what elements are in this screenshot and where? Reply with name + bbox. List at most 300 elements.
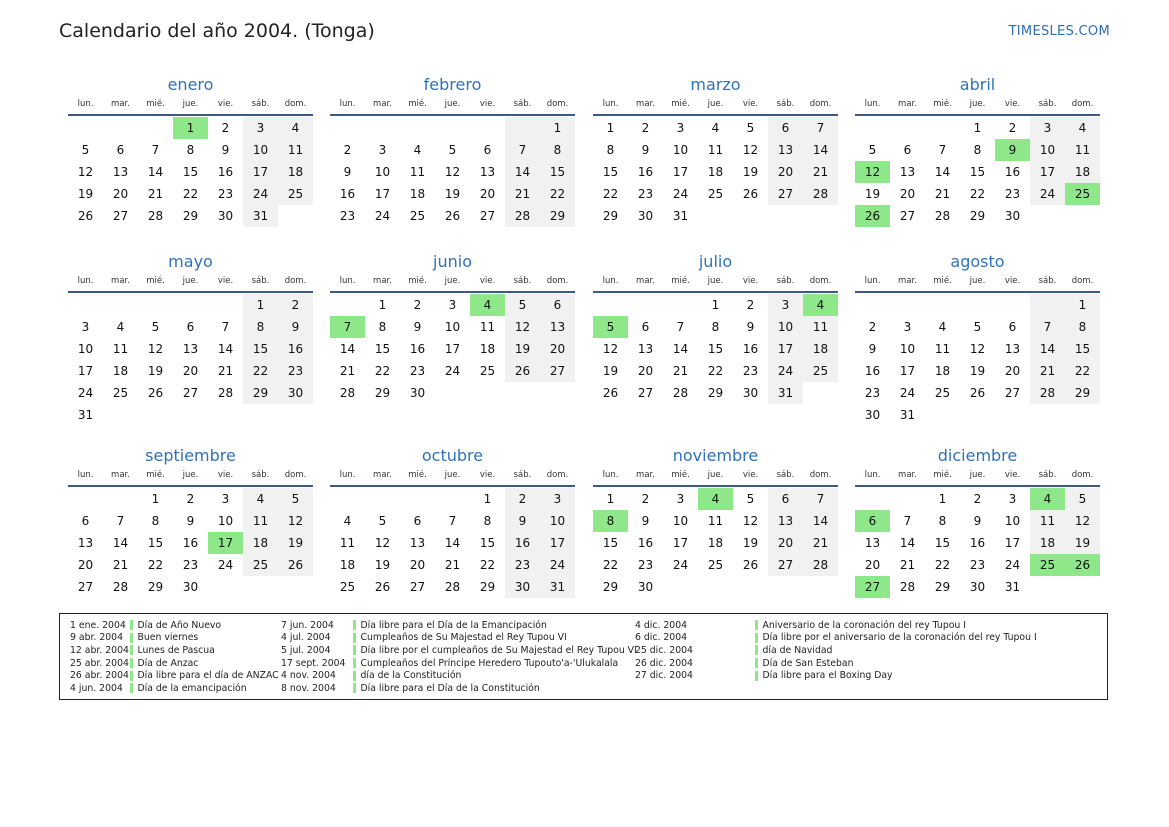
- holiday-name: día de Navidad: [762, 644, 833, 656]
- legend-row: [281, 669, 637, 682]
- day-cell: 22: [147, 558, 164, 572]
- day-cell: 14: [899, 536, 916, 550]
- empty-cell: [505, 382, 540, 404]
- day-cell: 5: [378, 514, 387, 528]
- weekday-label: dom.: [284, 99, 307, 109]
- day-cell: 13: [768, 139, 803, 161]
- day-cell: 18: [803, 338, 838, 360]
- empty-cell: [540, 382, 575, 404]
- month-mayo: [68, 251, 313, 426]
- month-enero: [68, 74, 313, 227]
- day-cell: 1: [483, 492, 492, 506]
- day-cell: 25: [1030, 554, 1065, 576]
- day-cell: 30: [182, 580, 199, 594]
- empty-cell: [330, 488, 365, 510]
- day-cell: 3: [676, 492, 685, 506]
- holiday-marker: [353, 671, 356, 681]
- empty-cell: [593, 294, 628, 316]
- day-cell: 13: [1004, 342, 1021, 356]
- weekday-label: lun.: [339, 276, 356, 286]
- weekday-header: [593, 96, 838, 112]
- day-cell: 9: [505, 510, 540, 532]
- day-cell: 2: [505, 488, 540, 510]
- empty-cell: [890, 294, 925, 316]
- weekday-label: mar.: [636, 276, 655, 286]
- weekday-label: lun.: [77, 276, 94, 286]
- day-cell: 2: [868, 320, 877, 334]
- weekday-label: jue.: [444, 276, 461, 286]
- day-cell: 15: [1065, 338, 1100, 360]
- weekday-label: sáb.: [776, 99, 795, 109]
- day-cell: 19: [602, 364, 619, 378]
- day-cell: 31: [540, 576, 575, 598]
- weekday-header: [68, 96, 313, 112]
- weekday-label: jue.: [969, 470, 986, 480]
- empty-cell: [138, 294, 173, 316]
- day-cell: 21: [505, 183, 540, 205]
- empty-cell: [173, 404, 208, 426]
- day-cell: 9: [995, 139, 1030, 161]
- day-cell: 25: [934, 386, 951, 400]
- day-cell: 4: [413, 143, 422, 157]
- empty-cell: [68, 117, 103, 139]
- day-cell: 4: [698, 488, 733, 510]
- month-name: septiembre: [145, 446, 236, 465]
- weekday-label: mié.: [408, 99, 427, 109]
- day-cell: 14: [505, 161, 540, 183]
- day-cell: 8: [973, 143, 982, 157]
- day-cell: 1: [711, 298, 720, 312]
- day-cell: 9: [413, 320, 422, 334]
- day-cell: 13: [637, 342, 654, 356]
- day-cell: 16: [742, 342, 759, 356]
- empty-cell: [278, 576, 313, 598]
- day-cell: 24: [374, 209, 391, 223]
- day-cell: 1: [540, 117, 575, 139]
- day-cell: 7: [903, 514, 912, 528]
- day-cell: 4: [278, 117, 313, 139]
- empty-cell: [470, 382, 505, 404]
- day-cell: 31: [1004, 580, 1021, 594]
- day-cell: 31: [672, 209, 689, 223]
- day-cell: 2: [746, 298, 755, 312]
- day-cell: 30: [217, 209, 234, 223]
- day-cell: 19: [147, 364, 164, 378]
- day-cell: 22: [243, 360, 278, 382]
- holiday-date: 6 dic. 2004: [635, 632, 688, 644]
- day-cell: 25: [339, 580, 356, 594]
- weekday-label: lun.: [339, 470, 356, 480]
- holiday-name: Día libre por el cumpleaños de Su Majestad el Rey Tupou VI: [360, 644, 637, 656]
- day-cell: 26: [1065, 554, 1100, 576]
- day-cell: 9: [221, 143, 230, 157]
- day-cell: 13: [182, 342, 199, 356]
- day-cell: 14: [803, 510, 838, 532]
- day-cell: 30: [505, 576, 540, 598]
- holiday-name: Día libre para el día de ANZAC: [137, 670, 279, 682]
- weekday-label: jue.: [444, 470, 461, 480]
- day-cell: 1: [938, 492, 947, 506]
- day-cell: 13: [768, 510, 803, 532]
- empty-cell: [960, 404, 995, 426]
- empty-cell: [768, 205, 803, 227]
- empty-cell: [365, 117, 400, 139]
- empty-cell: [400, 117, 435, 139]
- day-cell: 14: [444, 536, 461, 550]
- day-cell: 26: [77, 209, 94, 223]
- day-cell: 2: [641, 121, 650, 135]
- empty-cell: [103, 294, 138, 316]
- month-marzo: [593, 74, 838, 227]
- day-cell: 1: [243, 294, 278, 316]
- legend-row: [281, 657, 637, 670]
- day-cell: 8: [938, 514, 947, 528]
- day-cell: 27: [768, 183, 803, 205]
- day-cell: 27: [1004, 386, 1021, 400]
- legend-column: [635, 619, 1037, 682]
- day-cell: 21: [444, 558, 461, 572]
- day-cell: 26: [602, 386, 619, 400]
- day-cell: 9: [343, 165, 352, 179]
- weekday-label: mié.: [146, 276, 165, 286]
- weekday-label: lun.: [602, 99, 619, 109]
- day-cell: 21: [934, 187, 951, 201]
- day-cell: 19: [505, 338, 540, 360]
- weekday-label: mar.: [898, 276, 917, 286]
- weekday-label: jue.: [182, 470, 199, 480]
- month-junio: [330, 251, 575, 404]
- day-cell: 12: [505, 316, 540, 338]
- day-grid: [855, 117, 1100, 227]
- legend-row: [70, 632, 279, 645]
- day-cell: 17: [374, 187, 391, 201]
- day-cell: 10: [217, 514, 234, 528]
- holiday-name: Día libre por el aniversario de la coronación del rey Tupou I: [762, 632, 1037, 644]
- day-cell: 24: [672, 187, 689, 201]
- day-grid: [593, 117, 838, 227]
- empty-cell: [995, 294, 1030, 316]
- day-cell: 17: [899, 364, 916, 378]
- day-cell: 28: [217, 386, 234, 400]
- weekday-label: jue.: [969, 276, 986, 286]
- day-cell: 6: [903, 143, 912, 157]
- empty-cell: [698, 576, 733, 598]
- day-cell: 14: [217, 342, 234, 356]
- empty-cell: [505, 117, 540, 139]
- empty-cell: [890, 117, 925, 139]
- day-cell: 11: [243, 510, 278, 532]
- weekday-label: vie.: [217, 276, 234, 286]
- day-cell: 12: [742, 143, 759, 157]
- day-cell: 20: [864, 558, 881, 572]
- weekday-label: jue.: [707, 99, 724, 109]
- empty-cell: [855, 294, 890, 316]
- day-cell: 21: [803, 532, 838, 554]
- day-cell: 23: [637, 187, 654, 201]
- day-cell: 5: [868, 143, 877, 157]
- month-octubre: [330, 445, 575, 598]
- empty-cell: [435, 488, 470, 510]
- month-name: noviembre: [672, 446, 759, 465]
- day-cell: 24: [672, 558, 689, 572]
- day-cell: 6: [855, 510, 890, 532]
- day-cell: 10: [444, 320, 461, 334]
- day-cell: 14: [339, 342, 356, 356]
- day-grid: [330, 117, 575, 227]
- day-cell: 28: [505, 205, 540, 227]
- empty-cell: [208, 576, 243, 598]
- day-cell: 26: [374, 580, 391, 594]
- holiday-legend: [59, 613, 1108, 700]
- header-rule: [330, 114, 575, 116]
- day-cell: 7: [448, 514, 457, 528]
- day-cell: 18: [1065, 161, 1100, 183]
- legend-row: [70, 669, 279, 682]
- month-julio: [593, 251, 838, 404]
- day-cell: 6: [186, 320, 195, 334]
- day-cell: 12: [374, 536, 391, 550]
- day-cell: 11: [803, 316, 838, 338]
- weekday-label: sáb.: [776, 470, 795, 480]
- day-cell: 27: [899, 209, 916, 223]
- day-cell: 8: [606, 143, 615, 157]
- day-cell: 22: [707, 364, 724, 378]
- weekday-label: dom.: [546, 276, 569, 286]
- page-title: Calendario del año 2004. (Tonga): [59, 20, 375, 42]
- day-cell: 25: [409, 209, 426, 223]
- day-cell: 23: [182, 558, 199, 572]
- day-cell: 8: [186, 143, 195, 157]
- day-cell: 16: [217, 165, 234, 179]
- day-cell: 27: [768, 554, 803, 576]
- day-cell: 17: [243, 161, 278, 183]
- weekday-label: mar.: [373, 470, 392, 480]
- day-cell: 28: [444, 580, 461, 594]
- brand-link[interactable]: TIMESLES.COM: [1008, 24, 1110, 39]
- weekday-label: dom.: [284, 276, 307, 286]
- day-cell: 26: [147, 386, 164, 400]
- day-cell: 31: [768, 382, 803, 404]
- holiday-name: Día de Año Nuevo: [137, 619, 222, 631]
- day-cell: 15: [374, 342, 391, 356]
- day-cell: 29: [934, 580, 951, 594]
- day-cell: 9: [641, 514, 650, 528]
- day-cell: 18: [112, 364, 129, 378]
- day-cell: 5: [746, 121, 755, 135]
- day-cell: 27: [637, 386, 654, 400]
- day-cell: 10: [243, 139, 278, 161]
- day-cell: 6: [1008, 320, 1017, 334]
- day-cell: 15: [243, 338, 278, 360]
- day-cell: 24: [217, 558, 234, 572]
- weekday-label: jue.: [182, 99, 199, 109]
- day-cell: 14: [1030, 338, 1065, 360]
- day-cell: 5: [151, 320, 160, 334]
- day-cell: 16: [969, 536, 986, 550]
- empty-cell: [330, 294, 365, 316]
- day-cell: 8: [711, 320, 720, 334]
- day-cell: 29: [147, 580, 164, 594]
- day-cell: 30: [409, 386, 426, 400]
- empty-cell: [330, 117, 365, 139]
- day-cell: 17: [672, 165, 689, 179]
- empty-cell: [1030, 404, 1065, 426]
- day-cell: 29: [540, 205, 575, 227]
- month-name: enero: [167, 75, 214, 94]
- empty-cell: [995, 404, 1030, 426]
- day-cell: 7: [505, 139, 540, 161]
- day-cell: 28: [803, 183, 838, 205]
- legend-row: [70, 644, 279, 657]
- day-cell: 10: [77, 342, 94, 356]
- legend-row: [635, 657, 1037, 670]
- weekday-label: dom.: [546, 99, 569, 109]
- day-cell: 22: [602, 558, 619, 572]
- day-cell: 19: [742, 165, 759, 179]
- day-cell: 1: [606, 121, 615, 135]
- day-cell: 30: [1004, 209, 1021, 223]
- day-cell: 10: [672, 143, 689, 157]
- day-cell: 11: [278, 139, 313, 161]
- empty-cell: [1030, 205, 1065, 227]
- day-cell: 9: [746, 320, 755, 334]
- legend-row: [70, 619, 279, 632]
- weekday-label: mar.: [373, 276, 392, 286]
- day-cell: 18: [934, 364, 951, 378]
- weekday-label: mié.: [933, 470, 952, 480]
- empty-cell: [173, 294, 208, 316]
- day-cell: 9: [278, 316, 313, 338]
- day-cell: 8: [483, 514, 492, 528]
- month-name: marzo: [690, 75, 741, 94]
- day-cell: 20: [637, 364, 654, 378]
- weekday-label: sáb.: [251, 470, 270, 480]
- empty-cell: [243, 576, 278, 598]
- legend-row: [70, 682, 279, 695]
- day-cell: 24: [77, 386, 94, 400]
- day-cell: 16: [278, 338, 313, 360]
- day-cell: 2: [186, 492, 195, 506]
- day-cell: 20: [77, 558, 94, 572]
- day-cell: 27: [112, 209, 129, 223]
- weekday-label: mié.: [408, 470, 427, 480]
- day-cell: 27: [479, 209, 496, 223]
- weekday-label: mar.: [373, 99, 392, 109]
- weekday-label: mié.: [408, 276, 427, 286]
- weekday-label: dom.: [809, 276, 832, 286]
- empty-cell: [803, 382, 838, 404]
- day-cell: 29: [969, 209, 986, 223]
- day-cell: 16: [409, 342, 426, 356]
- day-cell: 13: [112, 165, 129, 179]
- weekday-label: lun.: [339, 99, 356, 109]
- day-cell: 2: [343, 143, 352, 157]
- empty-cell: [733, 576, 768, 598]
- weekday-label: jue.: [707, 470, 724, 480]
- month-name: diciembre: [937, 446, 1018, 465]
- weekday-label: mié.: [671, 99, 690, 109]
- weekday-label: mié.: [933, 99, 952, 109]
- day-cell: 28: [1030, 382, 1065, 404]
- day-cell: 5: [505, 294, 540, 316]
- holiday-name: Lunes de Pascua: [137, 644, 215, 656]
- day-cell: 7: [938, 143, 947, 157]
- weekday-label: dom.: [284, 470, 307, 480]
- holiday-date: 25 dic. 2004: [635, 644, 693, 656]
- day-cell: 25: [278, 183, 313, 205]
- holiday-name: Día de Anzac: [137, 657, 199, 669]
- empty-cell: [470, 117, 505, 139]
- holiday-marker: [130, 658, 133, 668]
- empty-cell: [365, 488, 400, 510]
- day-cell: 6: [81, 514, 90, 528]
- day-cell: 20: [540, 338, 575, 360]
- day-cell: 4: [803, 294, 838, 316]
- day-cell: 16: [339, 187, 356, 201]
- empty-cell: [855, 488, 890, 510]
- day-cell: 25: [112, 386, 129, 400]
- day-cell: 24: [1030, 183, 1065, 205]
- day-cell: 6: [540, 294, 575, 316]
- day-cell: 19: [969, 364, 986, 378]
- day-cell: 6: [116, 143, 125, 157]
- weekday-label: vie.: [1004, 470, 1021, 480]
- header-rule: [68, 485, 313, 487]
- day-cell: 2: [221, 121, 230, 135]
- day-cell: 13: [409, 536, 426, 550]
- day-cell: 30: [969, 580, 986, 594]
- day-cell: 26: [444, 209, 461, 223]
- legend-row: [635, 669, 1037, 682]
- day-cell: 5: [448, 143, 457, 157]
- day-cell: 17: [768, 338, 803, 360]
- day-cell: 19: [77, 187, 94, 201]
- holiday-marker: [130, 683, 133, 693]
- day-cell: 19: [374, 558, 391, 572]
- day-cell: 29: [182, 209, 199, 223]
- weekday-label: lun.: [77, 99, 94, 109]
- header-rule: [330, 291, 575, 293]
- day-cell: 19: [742, 536, 759, 550]
- day-cell: 14: [672, 342, 689, 356]
- day-cell: 19: [444, 187, 461, 201]
- day-cell: 12: [278, 510, 313, 532]
- empty-cell: [925, 117, 960, 139]
- holiday-marker: [130, 633, 133, 643]
- day-cell: 23: [969, 558, 986, 572]
- weekday-label: vie.: [479, 276, 496, 286]
- day-cell: 11: [409, 165, 426, 179]
- day-cell: 6: [768, 117, 803, 139]
- weekday-label: vie.: [479, 99, 496, 109]
- weekday-label: sáb.: [1038, 99, 1057, 109]
- empty-cell: [1030, 294, 1065, 316]
- day-cell: 22: [182, 187, 199, 201]
- empty-cell: [138, 404, 173, 426]
- holiday-date: 1 ene. 2004: [70, 619, 126, 631]
- day-cell: 20: [182, 364, 199, 378]
- day-cell: 15: [602, 165, 619, 179]
- month-name: febrero: [423, 75, 482, 94]
- holiday-date: 8 nov. 2004: [281, 682, 336, 694]
- day-cell: 27: [77, 580, 94, 594]
- day-cell: 23: [742, 364, 759, 378]
- day-cell: 14: [147, 165, 164, 179]
- empty-cell: [1030, 576, 1065, 598]
- day-grid: [593, 488, 838, 598]
- day-cell: 24: [1004, 558, 1021, 572]
- holiday-marker: [353, 645, 356, 655]
